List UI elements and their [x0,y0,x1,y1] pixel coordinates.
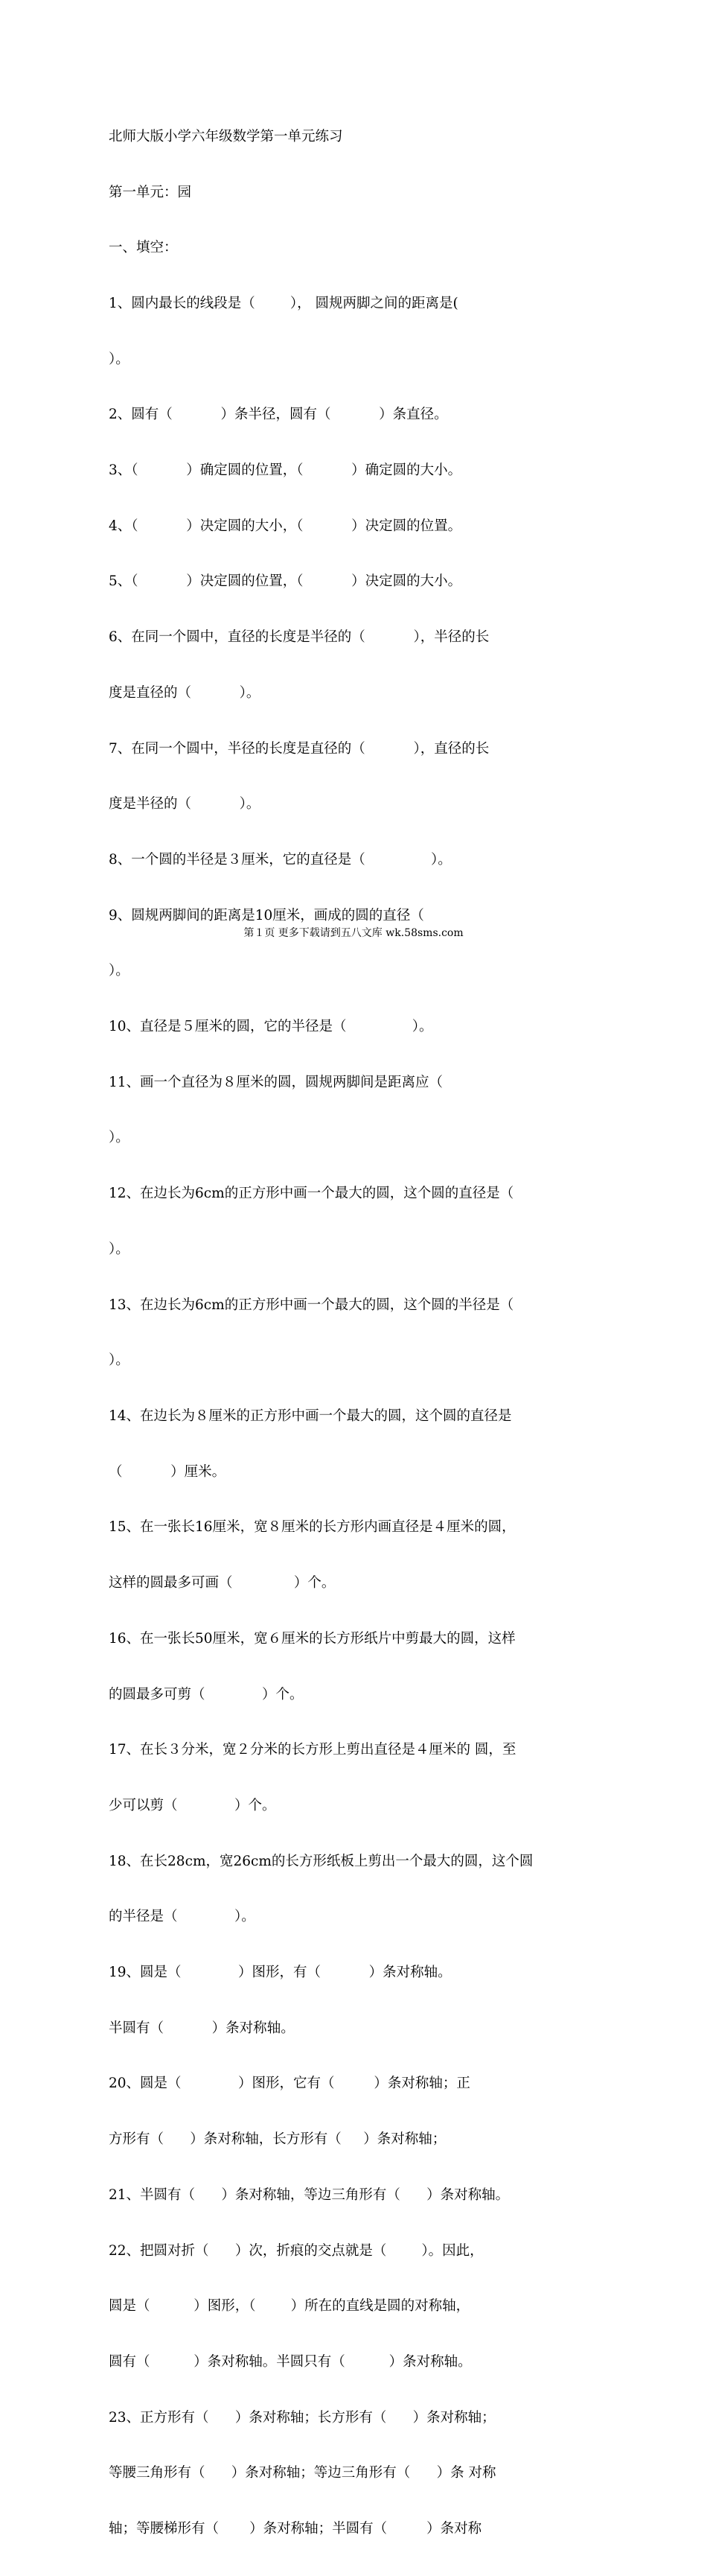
text-line: ）。 [109,1130,129,1146]
text-line: 23、正方形有（ ）条对称轴；长方形有（ ）条对称轴； [109,2409,496,2426]
text-line: 10、直径是５厘米的圆，它的半径是（ ）。 [109,1019,433,1035]
text-line: ）。 [109,1241,129,1257]
text-line: 3、（ ）确定圆的位置，（ ）确定圆的大小。 [109,462,462,479]
text-line: 这样的圆最多可画（ ）个。 [109,1575,336,1591]
text-line: ）。 [109,1352,129,1369]
text-line: 6、在同一个圆中，直径的长度是半径的（ ），半径的长 [109,629,490,646]
text-line: 圆有（ ）条对称轴。半圆只有（ ）条对称轴。 [109,2353,472,2370]
text-line: 方形有（ ）条对称轴，长方形有（ ）条对称轴； [109,2131,447,2148]
text-line: （ ）厘米。 [109,1463,226,1480]
text-line: 18、在长28cm，宽26cm的长方形纸板上剪出一个最大的圆，这个圆 [109,1853,534,1869]
text-line: 轴；等腰梯形有（ ）条对称轴；半圆有（ ）条对称 [109,2521,482,2537]
text-line: ）。 [109,963,129,979]
text-line: 圆是（ ）图形，（ ）所在的直线是圆的对称轴， [109,2298,470,2315]
text-line: 的半径是（ ）。 [109,1909,255,1925]
text-line: 等腰三角形有（ ）条对称轴；等边三角形有（ ）条 对称 [109,2465,496,2481]
text-line: 9、圆规两脚间的距离是10厘米，画成的圆的直径（ [109,907,424,923]
text-line: 22、把圆对折（ ）次，折痕的交点就是（ ）。因此， [109,2242,484,2259]
text-line: 少可以剪（ ）个。 [109,1797,276,1813]
text-line: 度是直径的（ ）。 [109,684,260,701]
text-line: 半圆有（ ）条对称轴。 [109,2020,295,2036]
text-line: 7、在同一个圆中，半径的长度是直径的（ ），直径的长 [109,740,490,757]
text-line: 1、圆内最长的线段是（ ）， 圆规两脚之间的距离是( [109,295,458,311]
text-line: ）。 [109,351,129,367]
text-line: 15、在一张长16厘米，宽８厘米的长方形内画直径是４厘米的圆， [109,1519,516,1536]
text-line: 19、圆是（ ）图形，有（ ）条对称轴。 [109,1965,452,1981]
document-body [109,91,603,2576]
text-line: 的圆最多可剪（ ）个。 [109,1686,304,1702]
document-title: 北师大版小学六年级数学第一单元练习 [109,128,343,144]
text-line: 14、在边长为８厘米的正方形中画一个最大的圆，这个圆的直径是 [109,1408,512,1424]
text-line: 17、在长３分米，宽２分米的长方形上剪出直径是４厘米的 圆，至 [109,1742,516,1758]
text-line: 13、在边长为6cm的正方形中画一个最大的圆，这个圆的半径是（ [109,1297,514,1313]
page-footer: 第１页 更多下载请到五八文库 wk.58sms.com [243,927,464,939]
text-line: 5、（ ）决定圆的位置，（ ）决定圆的大小。 [109,573,462,590]
section-heading: 一、填空： [109,240,178,256]
text-line: 20、圆是（ ）图形，它有（ ）条对称轴；正 [109,2076,470,2092]
unit-heading: 第一单元：园 [109,184,192,200]
text-line: 度是半径的（ ）。 [109,796,260,812]
text-line: 21、半圆有（ ）条对称轴，等边三角形有（ ）条对称轴。 [109,2187,510,2203]
text-line: 16、在一张长50厘米，宽６厘米的长方形纸片中剪最大的圆，这样 [109,1630,516,1647]
text-line: 2、圆有（ ）条半径，圆有（ ）条直径。 [109,407,448,423]
text-line: 12、在边长为6cm的正方形中画一个最大的圆，这个圆的直径是（ [109,1186,514,1202]
text-line: 4、（ ）决定圆的大小，（ ）决定圆的位置。 [109,518,462,534]
text-line: 8、一个圆的半径是３厘米，它的直径是（ ）。 [109,851,452,868]
text-line: 11、画一个直径为８厘米的圆，圆规两脚间是距离应（ [109,1074,444,1090]
